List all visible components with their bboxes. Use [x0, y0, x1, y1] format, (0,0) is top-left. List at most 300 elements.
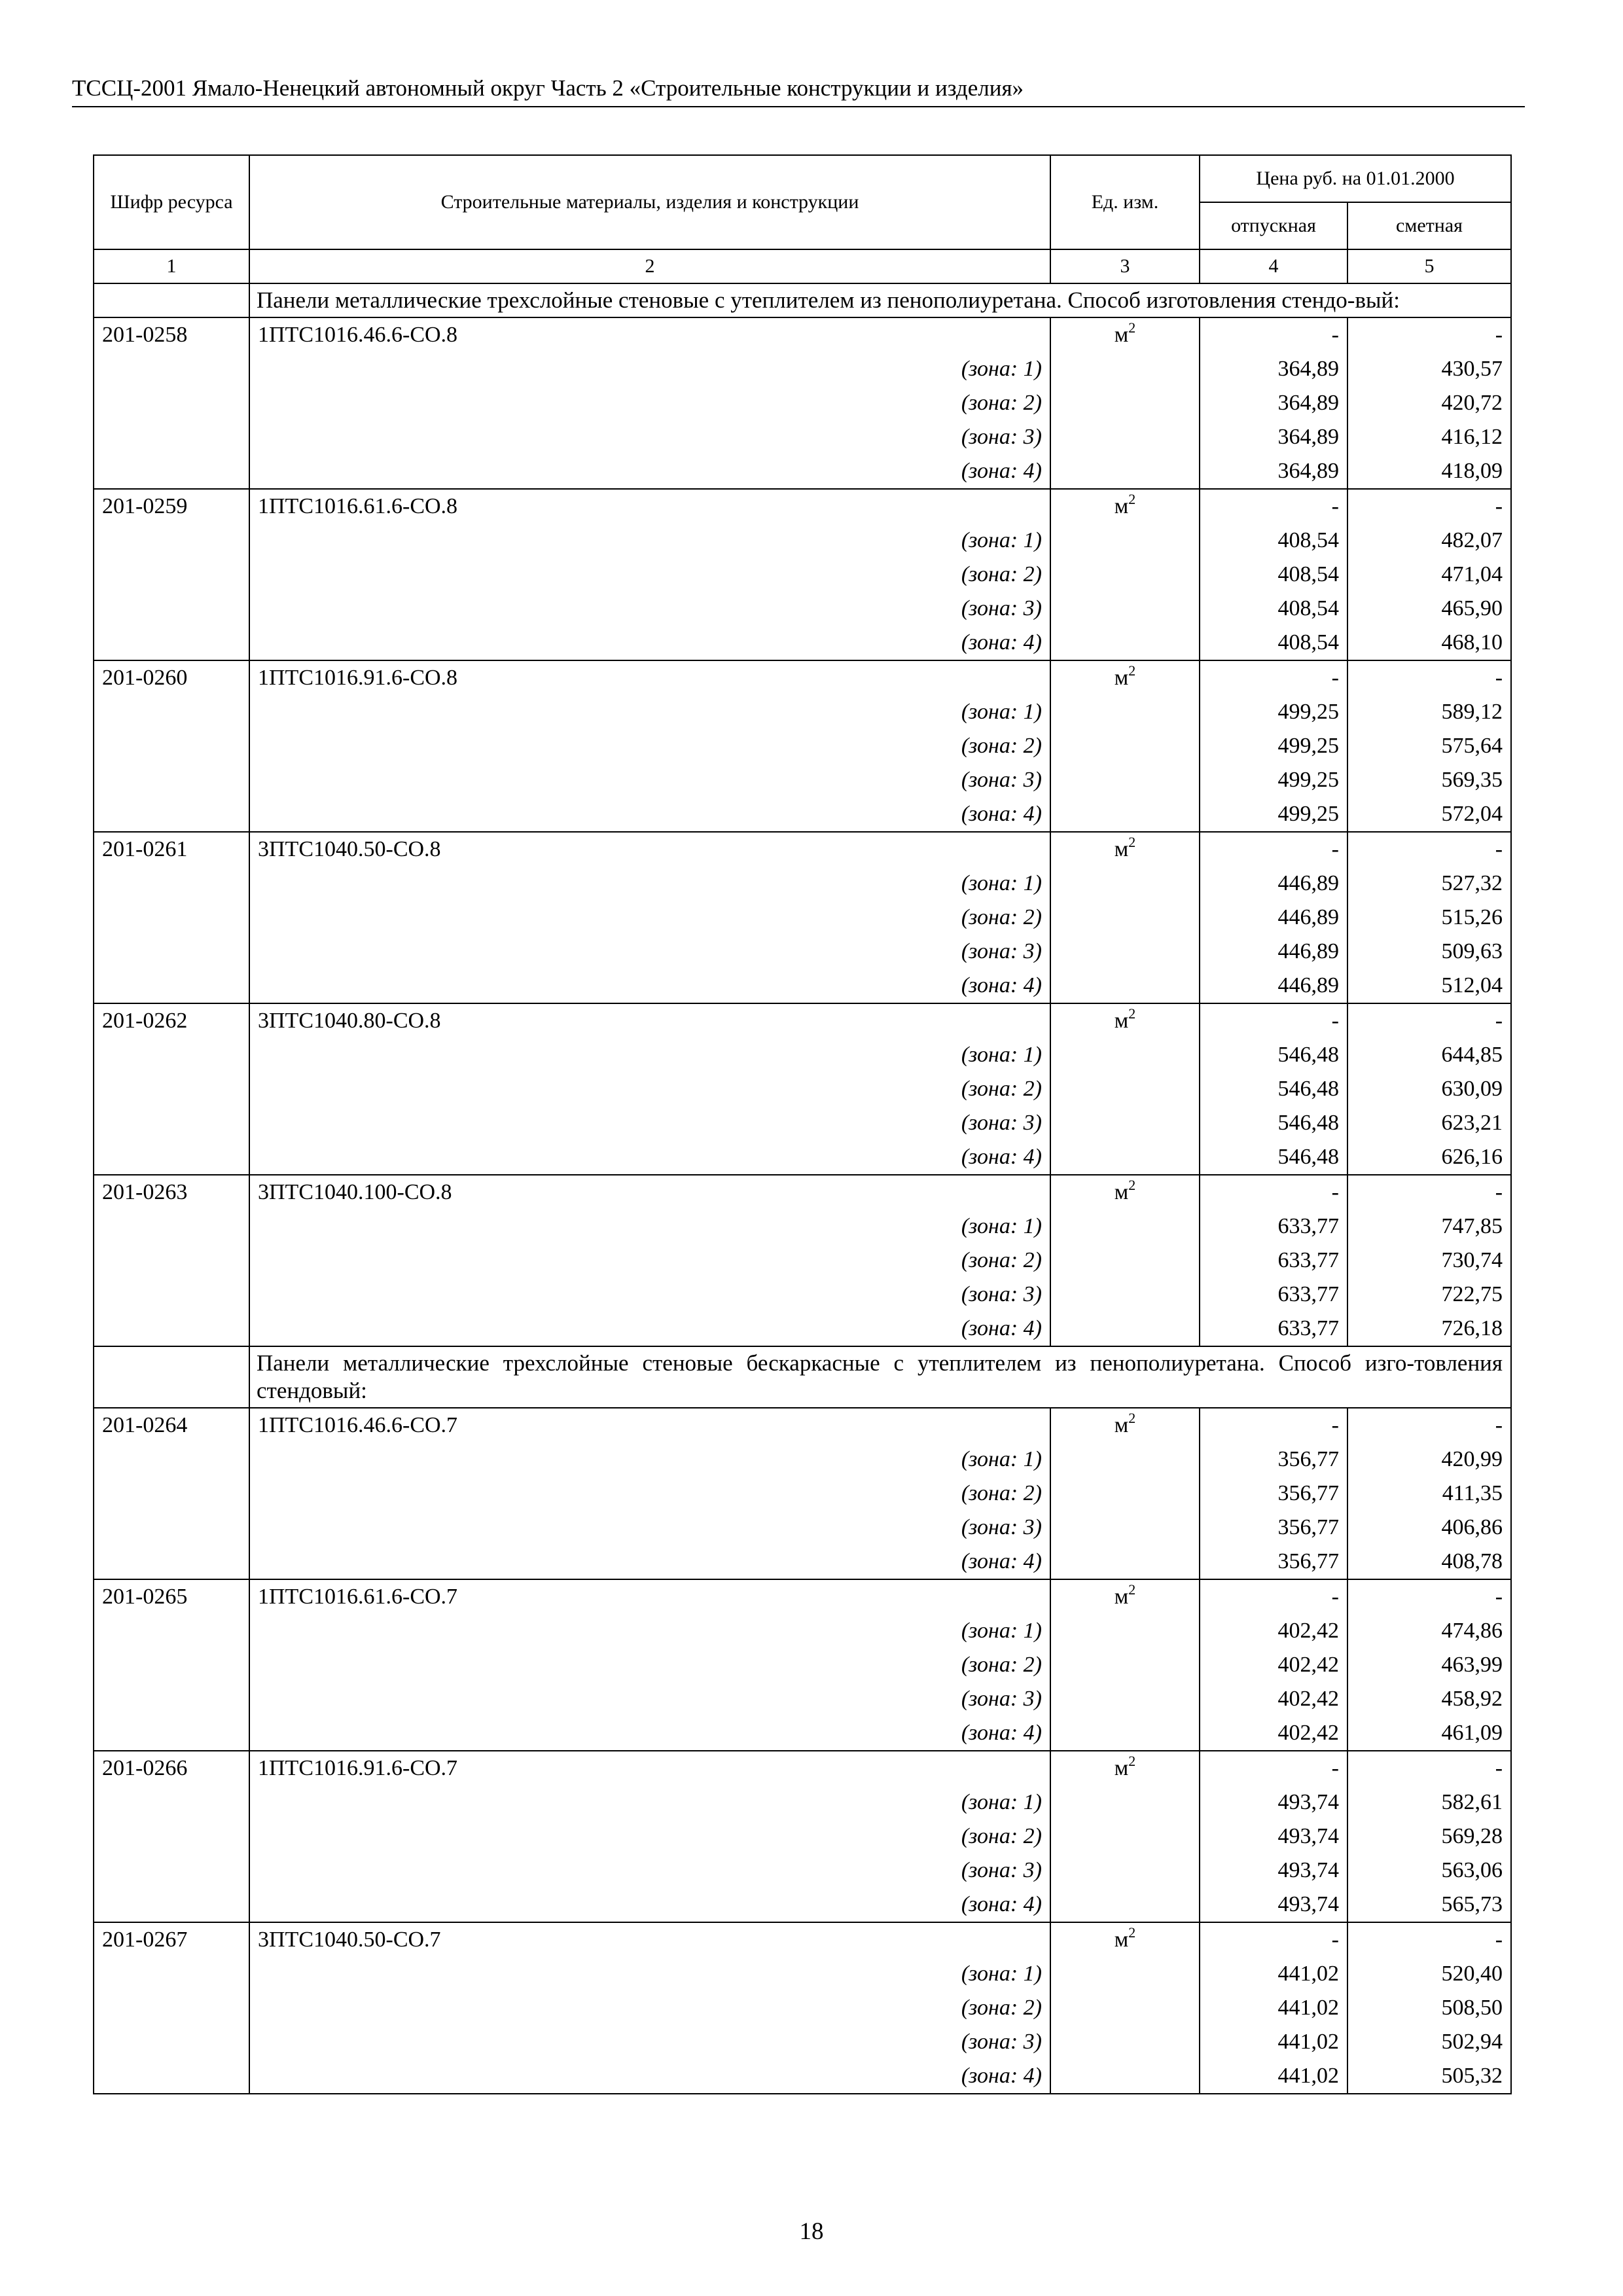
table-row: [94, 1003, 1511, 1038]
empty-cell: [94, 1312, 249, 1346]
resource-group: [94, 1579, 1511, 1751]
empty-cell: [94, 1991, 249, 2025]
section-heading-group: [94, 1346, 1511, 1408]
unit-exponent: 2: [1128, 491, 1136, 507]
release-price: 364,89: [1200, 454, 1347, 489]
table-row: [94, 420, 1511, 454]
empty-cell: [1050, 1210, 1200, 1244]
release-price: -: [1200, 1579, 1347, 1614]
unit-exponent: 2: [1128, 1410, 1136, 1426]
zone-label: (зона: 1): [249, 867, 1050, 901]
zone-label: (зона: 3): [249, 420, 1050, 454]
zone-label: (зона: 2): [249, 1648, 1050, 1682]
empty-cell: [94, 1038, 249, 1072]
zone-label: (зона: 4): [249, 1312, 1050, 1346]
empty-cell: [94, 1682, 249, 1716]
table-row: [94, 1072, 1511, 1106]
resource-name: 1ПТС1016.46.6-СО.7: [249, 1408, 1050, 1443]
zone-label: (зона: 1): [249, 1785, 1050, 1820]
release-price: -: [1200, 489, 1347, 524]
estimate-price: 626,16: [1347, 1140, 1511, 1175]
release-price: 633,77: [1200, 1244, 1347, 1278]
estimate-price: -: [1347, 832, 1511, 867]
table-header: [94, 155, 1511, 283]
empty-cell: [1050, 1477, 1200, 1511]
release-price: 546,48: [1200, 1072, 1347, 1106]
empty-cell: [94, 1854, 249, 1888]
empty-cell: [94, 797, 249, 832]
resource-name: 3ПТС1040.80-СО.8: [249, 1003, 1050, 1038]
zone-label: (зона: 3): [249, 1511, 1050, 1545]
empty-cell: [94, 420, 249, 454]
release-price: 633,77: [1200, 1278, 1347, 1312]
estimate-price: 406,86: [1347, 1511, 1511, 1545]
zone-label: (зона: 1): [249, 1957, 1050, 1991]
unit-exponent: 2: [1128, 1924, 1136, 1941]
section-code-cell: [94, 283, 249, 317]
unit-exponent: 2: [1128, 1581, 1136, 1598]
estimate-price: 623,21: [1347, 1106, 1511, 1140]
resource-code: 201-0263: [94, 1175, 249, 1210]
unit-base: м: [1114, 1585, 1129, 1609]
zone-label: (зона: 3): [249, 1854, 1050, 1888]
unit-base: м: [1114, 1756, 1129, 1780]
table-row: [94, 935, 1511, 969]
col-number: 5: [1347, 249, 1511, 283]
zone-label: (зона: 3): [249, 1106, 1050, 1140]
estimate-price: -: [1347, 1175, 1511, 1210]
release-price: 499,25: [1200, 695, 1347, 729]
zone-label: (зона: 4): [249, 1888, 1050, 1922]
unit-base: м: [1114, 1928, 1129, 1952]
col-header-estimate-price: сметная: [1347, 202, 1511, 249]
zone-label: (зона: 2): [249, 1072, 1050, 1106]
estimate-price: -: [1347, 1408, 1511, 1443]
estimate-price: 502,94: [1347, 2025, 1511, 2059]
release-price: 364,89: [1200, 386, 1347, 420]
unit-exponent: 2: [1128, 1005, 1136, 1022]
resource-code: 201-0266: [94, 1751, 249, 1785]
estimate-price: 563,06: [1347, 1854, 1511, 1888]
release-price: 441,02: [1200, 1957, 1347, 1991]
estimate-price: 509,63: [1347, 935, 1511, 969]
table-row: [94, 626, 1511, 660]
release-price: -: [1200, 1922, 1347, 1957]
empty-cell: [1050, 1312, 1200, 1346]
table-row: [94, 763, 1511, 797]
release-price: -: [1200, 1003, 1347, 1038]
col-header-price: Цена руб. на 01.01.2000: [1200, 155, 1511, 202]
empty-cell: [1050, 1648, 1200, 1682]
unit-exponent: 2: [1128, 319, 1136, 336]
table-row: [94, 386, 1511, 420]
table-row: [94, 2025, 1511, 2059]
zone-label: (зона: 4): [249, 1545, 1050, 1579]
estimate-price: 468,10: [1347, 626, 1511, 660]
zone-label: (зона: 3): [249, 1682, 1050, 1716]
empty-cell: [94, 1244, 249, 1278]
empty-cell: [94, 1545, 249, 1579]
table-row: [94, 1922, 1511, 1957]
release-price: 441,02: [1200, 2025, 1347, 2059]
table-row: [94, 1106, 1511, 1140]
estimate-price: 747,85: [1347, 1210, 1511, 1244]
col-header-unit: Ед. изм.: [1050, 155, 1200, 249]
resource-name: 3ПТС1040.100-СО.8: [249, 1175, 1050, 1210]
zone-label: (зона: 4): [249, 2059, 1050, 2094]
empty-cell: [1050, 2059, 1200, 2094]
resource-group: [94, 317, 1511, 489]
estimate-price: 508,50: [1347, 1991, 1511, 2025]
release-price: 402,42: [1200, 1682, 1347, 1716]
estimate-price: 569,35: [1347, 763, 1511, 797]
release-price: 408,54: [1200, 558, 1347, 592]
col-number: 1: [94, 249, 249, 283]
empty-cell: [94, 1106, 249, 1140]
empty-cell: [1050, 729, 1200, 763]
estimate-price: 582,61: [1347, 1785, 1511, 1820]
empty-cell: [94, 2059, 249, 2094]
estimate-price: 630,09: [1347, 1072, 1511, 1106]
empty-cell: [94, 626, 249, 660]
unit-cell: [1050, 1408, 1200, 1443]
empty-cell: [94, 524, 249, 558]
unit-base: м: [1114, 837, 1129, 861]
empty-cell: [94, 558, 249, 592]
release-price: 493,74: [1200, 1820, 1347, 1854]
unit-cell: [1050, 489, 1200, 524]
release-price: 633,77: [1200, 1312, 1347, 1346]
zone-label: (зона: 2): [249, 558, 1050, 592]
empty-cell: [94, 935, 249, 969]
empty-cell: [94, 386, 249, 420]
estimate-price: 589,12: [1347, 695, 1511, 729]
estimate-price: 726,18: [1347, 1312, 1511, 1346]
empty-cell: [94, 1140, 249, 1175]
empty-cell: [1050, 797, 1200, 832]
resource-group: [94, 1408, 1511, 1579]
empty-cell: [94, 1210, 249, 1244]
empty-cell: [1050, 1106, 1200, 1140]
empty-cell: [94, 969, 249, 1003]
estimate-price: 471,04: [1347, 558, 1511, 592]
zone-label: (зона: 1): [249, 1443, 1050, 1477]
empty-cell: [1050, 1991, 1200, 2025]
table-row: [94, 1477, 1511, 1511]
table-row: [94, 1443, 1511, 1477]
empty-cell: [1050, 420, 1200, 454]
empty-cell: [1050, 1785, 1200, 1820]
estimate-price: 411,35: [1347, 1477, 1511, 1511]
estimate-price: 418,09: [1347, 454, 1511, 489]
estimate-price: 420,72: [1347, 386, 1511, 420]
table-row: [94, 592, 1511, 626]
table-row: [94, 1888, 1511, 1922]
release-price: 356,77: [1200, 1443, 1347, 1477]
unit-cell: [1050, 1922, 1200, 1957]
release-price: -: [1200, 317, 1347, 352]
resource-code: 201-0258: [94, 317, 249, 352]
estimate-price: 520,40: [1347, 1957, 1511, 1991]
release-price: -: [1200, 832, 1347, 867]
section-code-cell: [94, 1346, 249, 1408]
release-price: -: [1200, 1408, 1347, 1443]
section-heading-group: [94, 283, 1511, 317]
table-row: [94, 1038, 1511, 1072]
section-heading-row: [94, 283, 1511, 317]
release-price: 356,77: [1200, 1545, 1347, 1579]
release-price: 402,42: [1200, 1614, 1347, 1648]
release-price: 356,77: [1200, 1511, 1347, 1545]
unit-exponent: 2: [1128, 1177, 1136, 1193]
page-header: ТССЦ-2001 Ямало-Ненецкий автономный округ Часть 2 «Строительные конструкции и изделия»: [72, 73, 1525, 107]
resource-group: [94, 1922, 1511, 2094]
empty-cell: [1050, 935, 1200, 969]
empty-cell: [1050, 763, 1200, 797]
resource-code: 201-0259: [94, 489, 249, 524]
release-price: 402,42: [1200, 1716, 1347, 1751]
estimate-price: -: [1347, 489, 1511, 524]
zone-label: (зона: 2): [249, 1991, 1050, 2025]
resource-group: [94, 1003, 1511, 1175]
table-row: [94, 1785, 1511, 1820]
unit-cell: [1050, 832, 1200, 867]
empty-cell: [1050, 1244, 1200, 1278]
table-row: [94, 1682, 1511, 1716]
unit-cell: [1050, 1579, 1200, 1614]
col-number: 3: [1050, 249, 1200, 283]
table-row: [94, 1140, 1511, 1175]
table-row: [94, 797, 1511, 832]
empty-cell: [1050, 1511, 1200, 1545]
empty-cell: [1050, 1682, 1200, 1716]
table-row: [94, 695, 1511, 729]
resource-code: 201-0262: [94, 1003, 249, 1038]
estimate-price: -: [1347, 660, 1511, 695]
estimate-price: -: [1347, 1922, 1511, 1957]
empty-cell: [94, 1278, 249, 1312]
section-heading-row: [94, 1346, 1511, 1408]
release-price: 364,89: [1200, 352, 1347, 386]
release-price: 499,25: [1200, 763, 1347, 797]
col-header-name: Строительные материалы, изделия и конструкции: [249, 155, 1050, 249]
table-row: [94, 1957, 1511, 1991]
zone-label: (зона: 3): [249, 935, 1050, 969]
table-row: [94, 1854, 1511, 1888]
estimate-price: 569,28: [1347, 1820, 1511, 1854]
zone-label: (зона: 1): [249, 1614, 1050, 1648]
zone-label: (зона: 1): [249, 524, 1050, 558]
resource-name: 1ПТС1016.61.6-СО.7: [249, 1579, 1050, 1614]
empty-cell: [1050, 524, 1200, 558]
zone-label: (зона: 2): [249, 1244, 1050, 1278]
zone-label: (зона: 4): [249, 1716, 1050, 1751]
empty-cell: [1050, 1820, 1200, 1854]
empty-cell: [1050, 867, 1200, 901]
empty-cell: [1050, 1614, 1200, 1648]
estimate-price: 505,32: [1347, 2059, 1511, 2094]
empty-cell: [1050, 1443, 1200, 1477]
release-price: 408,54: [1200, 592, 1347, 626]
estimate-price: 565,73: [1347, 1888, 1511, 1922]
table-row: [94, 1210, 1511, 1244]
table-row: [94, 1545, 1511, 1579]
empty-cell: [94, 1443, 249, 1477]
empty-cell: [94, 1888, 249, 1922]
empty-cell: [1050, 1957, 1200, 1991]
estimate-price: 458,92: [1347, 1682, 1511, 1716]
release-price: 408,54: [1200, 626, 1347, 660]
zone-label: (зона: 4): [249, 454, 1050, 489]
release-price: 356,77: [1200, 1477, 1347, 1511]
zone-label: (зона: 4): [249, 797, 1050, 832]
section-title: Панели металлические трехслойные стеновые с утеплителем из пенополиуретана. Способ изготовления стендо-вый:: [249, 283, 1511, 317]
unit-base: м: [1114, 1009, 1129, 1033]
resource-group: [94, 660, 1511, 832]
estimate-price: 572,04: [1347, 797, 1511, 832]
zone-label: (зона: 1): [249, 352, 1050, 386]
unit-base: м: [1114, 1413, 1129, 1437]
table-row: [94, 969, 1511, 1003]
release-price: 441,02: [1200, 1991, 1347, 2025]
table-row: [94, 1991, 1511, 2025]
release-price: 546,48: [1200, 1106, 1347, 1140]
resource-code: 201-0261: [94, 832, 249, 867]
table-row: [94, 1511, 1511, 1545]
zone-label: (зона: 1): [249, 1038, 1050, 1072]
empty-cell: [94, 1072, 249, 1106]
empty-cell: [1050, 386, 1200, 420]
estimate-price: 575,64: [1347, 729, 1511, 763]
empty-cell: [1050, 592, 1200, 626]
empty-cell: [94, 1648, 249, 1682]
estimate-price: 730,74: [1347, 1244, 1511, 1278]
resource-name: 3ПТС1040.50-СО.7: [249, 1922, 1050, 1957]
table-row: [94, 317, 1511, 352]
release-price: 493,74: [1200, 1854, 1347, 1888]
estimate-price: 461,09: [1347, 1716, 1511, 1751]
empty-cell: [1050, 558, 1200, 592]
release-price: 499,25: [1200, 729, 1347, 763]
table-row: [94, 1175, 1511, 1210]
unit-cell: [1050, 317, 1200, 352]
estimate-price: 465,90: [1347, 592, 1511, 626]
release-price: -: [1200, 1175, 1347, 1210]
resource-name: 1ПТС1016.91.6-СО.7: [249, 1751, 1050, 1785]
table-row: [94, 2059, 1511, 2094]
zone-label: (зона: 1): [249, 695, 1050, 729]
table-row: [94, 1278, 1511, 1312]
empty-cell: [94, 1785, 249, 1820]
estimate-price: 515,26: [1347, 901, 1511, 935]
empty-cell: [94, 352, 249, 386]
table-row: [94, 1820, 1511, 1854]
table-row: [94, 1408, 1511, 1443]
release-price: 493,74: [1200, 1785, 1347, 1820]
zone-label: (зона: 4): [249, 626, 1050, 660]
unit-base: м: [1114, 666, 1129, 690]
release-price: 402,42: [1200, 1648, 1347, 1682]
zone-label: (зона: 2): [249, 1820, 1050, 1854]
empty-cell: [94, 454, 249, 489]
zone-label: (зона: 2): [249, 386, 1050, 420]
empty-cell: [1050, 2025, 1200, 2059]
empty-cell: [94, 1716, 249, 1751]
empty-cell: [1050, 1716, 1200, 1751]
release-price: 499,25: [1200, 797, 1347, 832]
zone-label: (зона: 3): [249, 763, 1050, 797]
resource-group: [94, 1751, 1511, 1922]
empty-cell: [94, 2025, 249, 2059]
table-row: [94, 901, 1511, 935]
table-row: [94, 558, 1511, 592]
zone-label: (зона: 3): [249, 2025, 1050, 2059]
table-row: [94, 524, 1511, 558]
unit-cell: [1050, 1751, 1200, 1785]
estimate-price: -: [1347, 1751, 1511, 1785]
release-price: 493,74: [1200, 1888, 1347, 1922]
empty-cell: [1050, 1072, 1200, 1106]
table-row: [94, 1751, 1511, 1785]
release-price: 446,89: [1200, 901, 1347, 935]
table-row: [94, 489, 1511, 524]
empty-cell: [94, 729, 249, 763]
resource-group: [94, 489, 1511, 660]
estimate-price: 420,99: [1347, 1443, 1511, 1477]
estimate-price: 416,12: [1347, 420, 1511, 454]
estimate-price: 722,75: [1347, 1278, 1511, 1312]
release-price: 364,89: [1200, 420, 1347, 454]
unit-cell: [1050, 660, 1200, 695]
estimate-price: -: [1347, 1579, 1511, 1614]
table-row: [94, 1579, 1511, 1614]
empty-cell: [94, 1614, 249, 1648]
table-row: [94, 454, 1511, 489]
release-price: 633,77: [1200, 1210, 1347, 1244]
empty-cell: [94, 763, 249, 797]
table-row: [94, 1648, 1511, 1682]
empty-cell: [1050, 1278, 1200, 1312]
table-row: [94, 867, 1511, 901]
table-row: [94, 1716, 1511, 1751]
table-row: [94, 1312, 1511, 1346]
zone-label: (зона: 3): [249, 1278, 1050, 1312]
release-price: 446,89: [1200, 935, 1347, 969]
estimate-price: 430,57: [1347, 352, 1511, 386]
resource-group: [94, 832, 1511, 1003]
zone-label: (зона: 2): [249, 729, 1050, 763]
zone-label: (зона: 4): [249, 969, 1050, 1003]
empty-cell: [1050, 454, 1200, 489]
unit-exponent: 2: [1128, 662, 1136, 679]
unit-base: м: [1114, 1180, 1129, 1204]
empty-cell: [1050, 695, 1200, 729]
estimate-price: 512,04: [1347, 969, 1511, 1003]
estimate-price: 482,07: [1347, 524, 1511, 558]
empty-cell: [1050, 352, 1200, 386]
estimate-price: 408,78: [1347, 1545, 1511, 1579]
release-price: 546,48: [1200, 1140, 1347, 1175]
empty-cell: [1050, 1038, 1200, 1072]
unit-base: м: [1114, 494, 1129, 518]
empty-cell: [94, 592, 249, 626]
release-price: -: [1200, 660, 1347, 695]
release-price: 408,54: [1200, 524, 1347, 558]
estimate-price: -: [1347, 317, 1511, 352]
resource-name: 3ПТС1040.50-СО.8: [249, 832, 1050, 867]
zone-label: (зона: 4): [249, 1140, 1050, 1175]
release-price: 441,02: [1200, 2059, 1347, 2094]
